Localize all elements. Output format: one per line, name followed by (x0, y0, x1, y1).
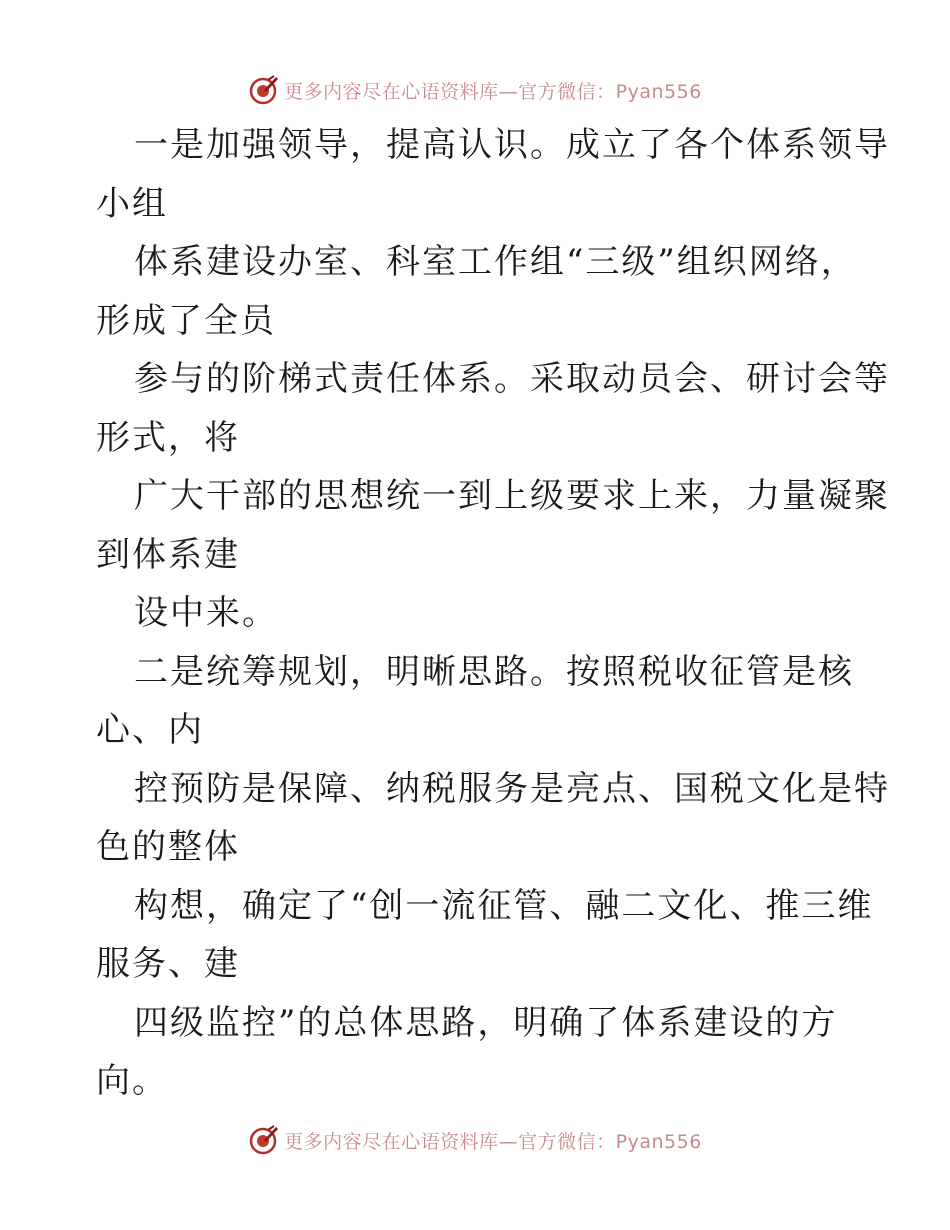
pen-logo-icon (248, 74, 280, 106)
text-line: 小组 (96, 183, 168, 224)
text-line: 构想，确定了“创一流征管、融二文化、推三维 (134, 885, 874, 926)
footer-banner (0, 1120, 950, 1160)
text-line: 参与的阶梯式责任体系。采取动员会、研讨会等 (134, 359, 890, 399)
text-line: 控预防是保障、纳税服务是亮点、国税文化是特 (134, 768, 890, 809)
text-line: 一是加强领导，提高认识。成立了各个体系领导 (134, 125, 890, 165)
text-line: 形成了全员 (96, 300, 276, 341)
text-line: 设中来。 (134, 593, 278, 633)
text-line: 心、内 (96, 710, 204, 750)
text-line: 形式，将 (96, 417, 240, 458)
pen-logo-icon (248, 1124, 280, 1156)
text-line: 向。 (96, 1061, 168, 1101)
text-line: 服务、建 (96, 944, 240, 984)
document-body (96, 116, 890, 1111)
header-banner-text: 更多内容尽在心语资料库—官方微信：Pyan556 (284, 80, 702, 103)
text-line: 到体系建 (96, 534, 240, 575)
text-line: 色的整体 (96, 827, 240, 867)
text-line: 四级监控”的总体思路，明确了体系建设的方 (134, 1002, 838, 1043)
text-line: 体系建设办室、科室工作组“三级”组织网络， (134, 242, 857, 282)
header-banner (0, 70, 950, 110)
footer-banner-text: 更多内容尽在心语资料库—官方微信：Pyan556 (284, 1130, 702, 1153)
text-line: 广大干部的思想统一到上级要求上来，力量凝聚 (134, 476, 890, 516)
text-line: 二是统筹规划，明晰思路。按照税收征管是核 (134, 651, 854, 692)
